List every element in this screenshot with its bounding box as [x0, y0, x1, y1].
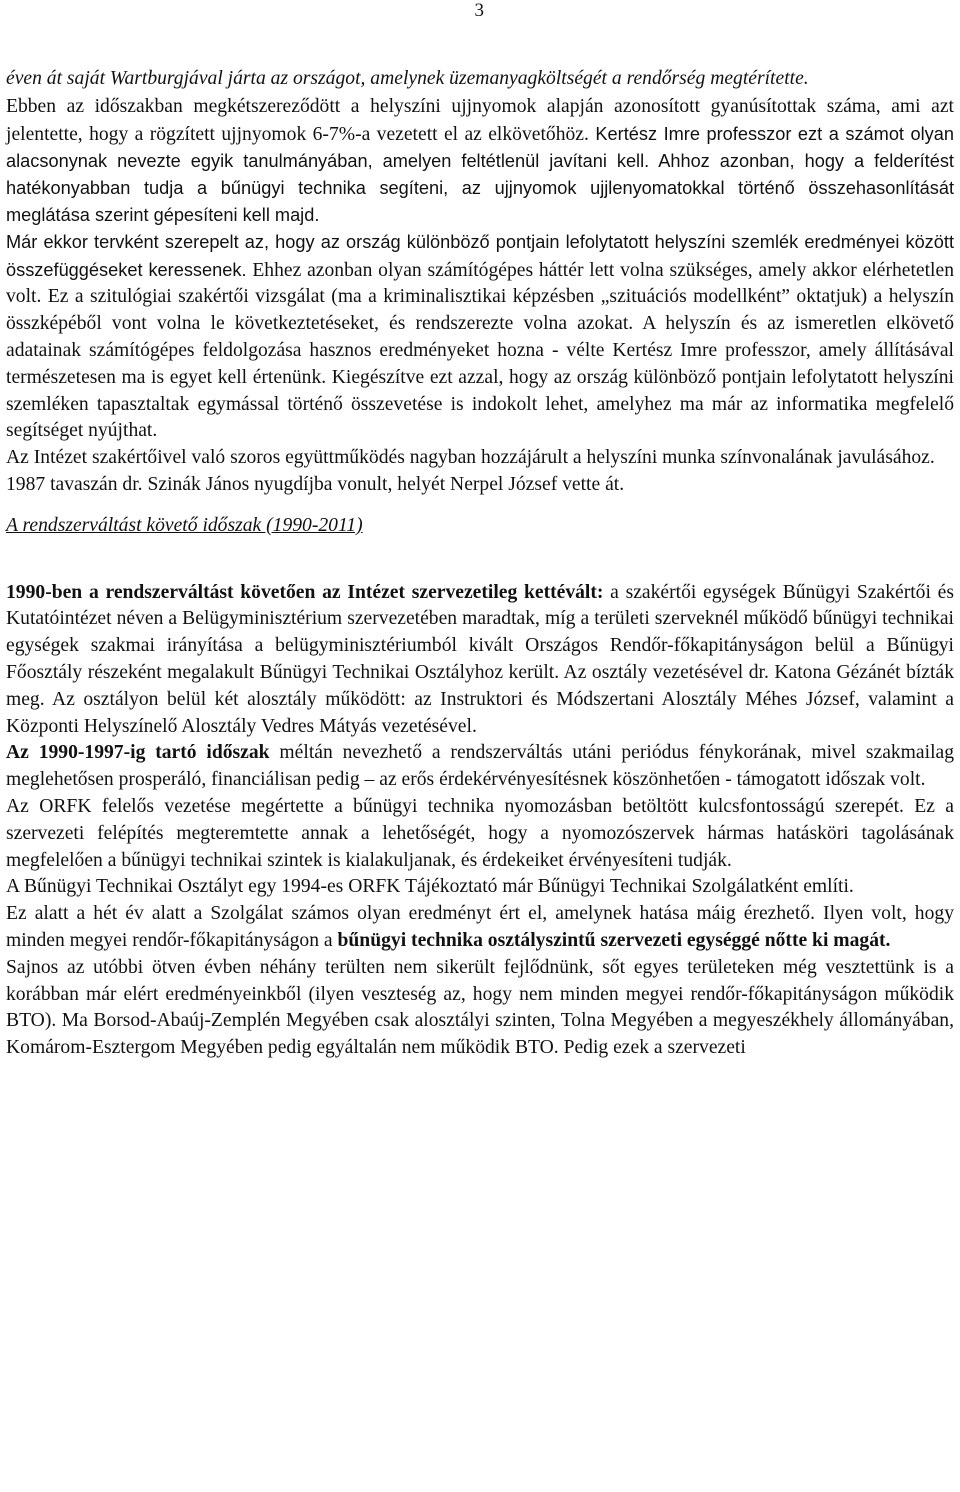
- paragraph-1990: [6, 580, 954, 741]
- paragraph-orfk: Az ORFK felelős vezetése megértette a bűnügyi technika nyomozásban betöltött kulcsfontosságú szerepét. Ez a szervezeti felépítés megteremtette annak a lehetőségét, hogy a nyomozószervek hármas hatásköri tagolásának megfelelően a bűnügyi technikai szintek is kialakuljanak, és érdekeiket érvényesíteni tudják.: [6, 795, 954, 871]
- paragraph-1990-text: a szakértői egységek Bűnügyi Szakértői és Kutatóintézet néven a Belügyminisztérium szervezetében maradtak, míg a területi szerveknél működő bűnügyi technikai egységek szakmai irányítása a belügyminisztériumból kivált Országos Rendőr-főkapitányságon belül a Bűnügyi Főosztály részeként megalakult Bűnügyi Technikai Osztályhoz került. Az osztály vezetésével dr. Katona Gézánét bízták meg. Az osztályon belül két alosztály működött: az Instruktori és Módszertani Alosztály Méhes József, valamint a Központi Helyszínelő Alosztály Vedres Mátyás vezetésével.: [6, 581, 954, 737]
- paragraph-golden-age-bold: Az 1990-1997-ig tartó időszak: [6, 742, 270, 764]
- page-number: 3: [474, 0, 484, 21]
- paragraph-golden-age: [6, 740, 954, 794]
- paragraph-fingerprints: [6, 93, 954, 229]
- paragraph-institute: Az Intézet szakértőivel való szoros együttműködés nagyban hozzájárult a helyszíni munka színvonalának javulásához.: [6, 447, 935, 469]
- paragraph-fingerprints-a: Ebben az időszakban megkétszereződött a helyszíni ujjnyomok alapján azonosított gyanúsítottak száma, ami azt jelentette, hogy a rögzített ujjnyomok 6-7%-a vezetett el az elkövetőhöz.: [6, 95, 954, 145]
- paragraph-plan-a: Már ekkor tervként szerepelt az, hogy az ország különböző pontjain lefolytatott helyszíni szemlék eredményei között összefüggéseket keressenek.: [6, 231, 954, 280]
- paragraph-intro: éven át saját Wartburgjával járta az országot, amelynek üzemanyagköltségét a rendőrség megtérítette.: [6, 68, 809, 89]
- paragraph-fingerprints-b: Kertész Imre professzor ezt a számot olyan alacsonynak nevezte egyik tanulmányában, amelyen feltétlenül javítani kell.: [6, 123, 954, 172]
- paragraph-results-text: Ez alatt a hét év alatt a Szolgálat számos olyan eredményt ért el, amelynek hatása máig érezhető. Ilyen volt, hogy minden megyei rendőr-főkapitányságon a: [6, 903, 954, 951]
- paragraph-golden-age-text: méltán nevezhető a rendszerváltás utáni periódus fénykorának, mivel szakmailag meglehetősen prosperáló, financiálisan pedig – az erős érdekérvényesítésnek köszönhetően - támogatott időszak volt.: [6, 742, 955, 791]
- paragraph-1990-bold: 1990-ben a rendszerváltást követően az Intézet szervezetileg kettévált:: [6, 581, 604, 603]
- paragraph-results: [6, 901, 954, 955]
- paragraph-results-bold: bűnügyi technika osztályszintű szervezeti egységgé nőtte ki magát.: [337, 929, 891, 951]
- section-heading: A rendszerváltást követő időszak (1990-2011): [6, 514, 363, 536]
- paragraph-retirement: 1987 tavaszán dr. Szinák János nyugdíjba vonult, helyét Nerpel József vette át.: [6, 473, 625, 495]
- paragraph-plan: [6, 229, 954, 445]
- paragraph-1994: A Bűnügyi Technikai Osztályt egy 1994-es ORFK Tájékoztató már Bűnügyi Technikai Szolgálatként említi.: [6, 876, 854, 898]
- document-body: [6, 66, 954, 1062]
- paragraph-plan-b: Ehhez azonban olyan számítógépes háttér lett volna szükséges, amely akkor elérhetetlen volt. Ez a szitulógiai szakértői vizsgálat (ma a kriminalisztikai képzésben „szituációs modellként” oktatjuk) a helyszín összképéből vont volna le következtetéseket, és rendszerezte volna azokat. A helyszín és az ismeretlen elkövető adatainak számítógépes feldolgozása hasznos eredményeket hozna - vélte Kertész Imre professzor, amely állításával természetesen ma is egyet kell értenünk. Kiegészítve ezt azzal, hogy az ország különböző pontjain lefolytatott helyszíni szemléken tapasztaltak egymással történő összevetése is indokolt lehet, amelyhez ma már az informatika megfelelő segítséget nyújthat.: [6, 259, 954, 442]
- paragraph-decline: Sajnos az utóbbi ötven évben néhány terülten nem sikerült fejlődnünk, sőt egyes területeken még vesztettünk is a korábban már elért eredményeinkből (ilyen veszteség az, hogy nem minden megyei rendőr-főkapitányságon működik BTO). Ma Borsod-Abaúj-Zemplén Megyében csak alosztályi szinten, Tolna Megyében a megyeszékhely állományában, Komárom-Esztergom Megyében pedig egyáltalán nem működik BTO. Pedig ezek a szervezeti: [6, 956, 954, 1059]
- paragraph-fingerprints-c: Ahhoz azonban, hogy a felderítést hatékonyabban tudja a bűnügyi technika segíteni, az ujjnyomok ujjlenyomatokkal történő összehasonlítását meglátása szerint gépesíteni kell majd.: [6, 151, 954, 225]
